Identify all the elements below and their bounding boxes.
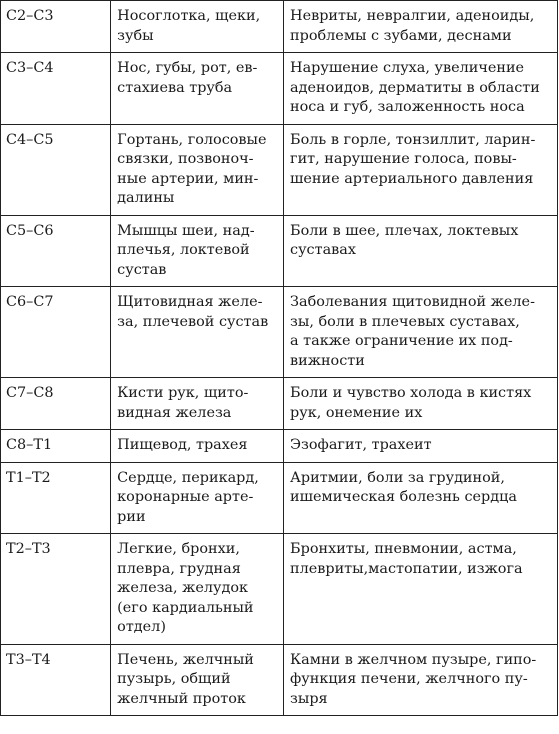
organs-cell: [111, 534, 284, 645]
table-row: [1, 53, 558, 125]
organs-text: Сердце, перикард, коронарные арте- рии: [117, 469, 259, 525]
diseases-cell: [284, 430, 558, 463]
diseases-text: Боли в шее, плечах, локтевых суставах: [290, 222, 519, 258]
table-row: [1, 287, 558, 378]
diseases-text: Камни в желчном пузыре, гипо- функция печени, желчного пу- зыря: [290, 651, 537, 707]
segment-label: T3–T4: [6, 651, 51, 668]
organs-cell: [111, 430, 284, 463]
organs-text: Нос, губы, рот, ев- стахиева труба: [117, 60, 258, 96]
organs-text: Гортань, голосовые связки, позвоноч- ные артерии, мин- далины: [117, 131, 267, 206]
segment-label: C3–C4: [6, 60, 54, 76]
organs-text: Щитовидная желе- за, плечевой сустав: [117, 294, 269, 330]
segment-label: C4–C5: [6, 131, 54, 148]
diseases-text: Нарушение слуха, увеличение аденоидов, дерматиты в области носа и губ, заложенность носа: [290, 60, 540, 115]
table-row: [1, 215, 558, 287]
diseases-text: Аритмии, боли за грудиной, ишемическая болезнь сердца: [290, 469, 517, 505]
diseases-text: Бронхиты, пневмонии, астма, плевриты,мастопатии, изжога: [290, 541, 523, 577]
segment-label: C8–T1: [6, 437, 53, 453]
segment-cell: [1, 644, 111, 716]
diseases-cell: [284, 378, 558, 430]
segment-label: C2–C3: [6, 8, 54, 24]
diseases-cell: [284, 124, 558, 215]
diseases-cell: [284, 53, 558, 125]
segment-label: T1–T2: [6, 469, 51, 486]
organs-cell: [111, 53, 284, 125]
segment-cell: [1, 430, 111, 463]
organs-text: Кисти рук, щито- видная железа: [117, 385, 249, 421]
diseases-cell: [284, 462, 558, 534]
table-row: [1, 534, 558, 645]
diseases-text: Невриты, невралгии, аденоиды, проблемы с зубами, деснами: [290, 8, 535, 44]
diseases-cell: [284, 1, 558, 53]
segment-label: T2–T3: [6, 541, 51, 557]
diseases-cell: [284, 215, 558, 287]
table-body: [1, 1, 558, 716]
organs-cell: [111, 124, 284, 215]
segment-label: C7–C8: [6, 385, 54, 401]
table-row: [1, 644, 558, 716]
diseases-cell: [284, 644, 558, 716]
diseases-text: Заболевания щитовидной желе- зы, боли в плечевых суставах, а также ограничение их под- вижности: [290, 294, 535, 369]
organs-text: Носоглотка, щеки, зубы: [117, 8, 261, 44]
organs-cell: [111, 1, 284, 53]
diseases-text: Эзофагит, трахеит: [290, 437, 432, 453]
segment-cell: [1, 1, 111, 53]
segment-cell: [1, 534, 111, 645]
segment-cell: [1, 124, 111, 215]
segment-cell: [1, 53, 111, 125]
segment-label: C5–C6: [6, 222, 54, 239]
organs-cell: [111, 644, 284, 716]
segment-cell: [1, 462, 111, 534]
segment-cell: [1, 287, 111, 378]
organs-cell: [111, 462, 284, 534]
diseases-text: Боли и чувство холода в кистях рук, онемение их: [290, 385, 532, 421]
segment-cell: [1, 215, 111, 287]
organs-text: Пищевод, трахея: [117, 437, 248, 453]
segment-cell: [1, 378, 111, 430]
diseases-text: Боль в горле, тонзиллит, ларин- гит, нарушение голоса, повы- шение артериального давления: [290, 131, 536, 187]
organs-cell: [111, 215, 284, 287]
table-row: [1, 1, 558, 53]
organs-text: Мышцы шеи, над- плечья, локтевой сустав: [117, 222, 255, 278]
organs-cell: [111, 378, 284, 430]
diseases-cell: [284, 534, 558, 645]
table-row: [1, 430, 558, 463]
table-row: [1, 124, 558, 215]
table-row: [1, 378, 558, 430]
organs-text: Печень, желчный пузырь, общий желчный проток: [117, 651, 254, 707]
segment-label: C6–C7: [6, 294, 54, 310]
diseases-cell: [284, 287, 558, 378]
organs-text: Легкие, бронхи, плевра, грудная железа, желудок (его кардиальный отдел): [117, 541, 254, 635]
table-row: [1, 462, 558, 534]
organs-cell: [111, 287, 284, 378]
